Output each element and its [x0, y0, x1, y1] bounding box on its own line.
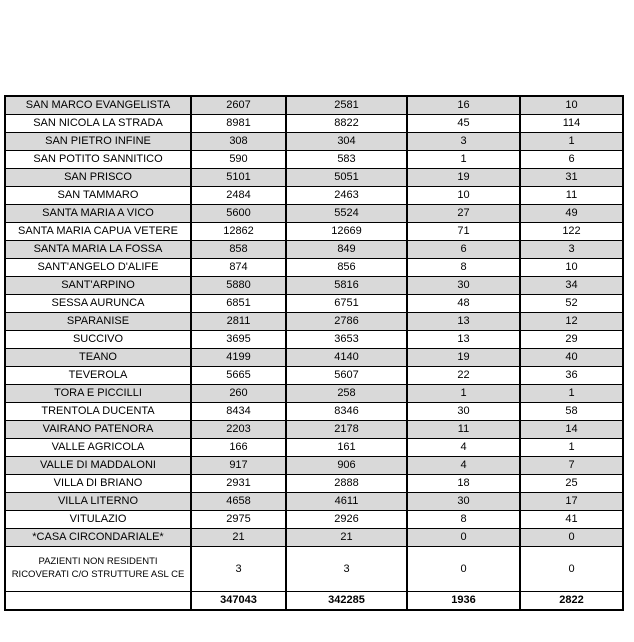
value-cell: 161: [286, 439, 407, 457]
value-cell: 18: [407, 475, 520, 493]
value-cell: 0: [407, 529, 520, 547]
value-cell: 10: [520, 96, 623, 115]
municipality-name-cell: SAN NICOLA LA STRADA: [5, 115, 191, 133]
value-cell: 3695: [191, 331, 286, 349]
value-cell: 16: [407, 96, 520, 115]
value-cell: 52: [520, 295, 623, 313]
municipality-name-cell: VAIRANO PATENORA: [5, 421, 191, 439]
value-cell: 1: [520, 133, 623, 151]
table-row: [5, 115, 623, 133]
value-cell: 6751: [286, 295, 407, 313]
value-cell: 3653: [286, 331, 407, 349]
value-cell: 30: [407, 403, 520, 421]
municipality-name-cell: SANTA MARIA CAPUA VETERE: [5, 223, 191, 241]
value-cell: 6851: [191, 295, 286, 313]
value-cell: 0: [520, 547, 623, 592]
value-cell: 4140: [286, 349, 407, 367]
value-cell: 6: [407, 241, 520, 259]
table-row: [5, 313, 623, 331]
table-row: [5, 457, 623, 475]
value-cell: 17: [520, 493, 623, 511]
value-cell: 27: [407, 205, 520, 223]
municipality-name-cell: VITULAZIO: [5, 511, 191, 529]
value-cell: 858: [191, 241, 286, 259]
value-cell: 40: [520, 349, 623, 367]
value-cell: 30: [407, 493, 520, 511]
municipality-name-cell: PAZIENTI NON RESIDENTI RICOVERATI C/O STRUTTURE ASL CE: [5, 547, 191, 592]
table-row: [5, 205, 623, 223]
value-cell: 5524: [286, 205, 407, 223]
value-cell: 8434: [191, 403, 286, 421]
value-cell: 8: [407, 259, 520, 277]
table-row: [5, 367, 623, 385]
value-cell: 0: [520, 529, 623, 547]
municipality-name-cell: SAN MARCO EVANGELISTA: [5, 96, 191, 115]
totals-row: [5, 592, 623, 611]
value-cell: 166: [191, 439, 286, 457]
value-cell: 114: [520, 115, 623, 133]
value-cell: 34: [520, 277, 623, 295]
municipality-name-cell: TORA E PICCILLI: [5, 385, 191, 403]
value-cell: 30: [407, 277, 520, 295]
value-cell: 590: [191, 151, 286, 169]
municipality-name-cell: SANT'ARPINO: [5, 277, 191, 295]
value-cell: 19: [407, 169, 520, 187]
value-cell: 2581: [286, 96, 407, 115]
value-cell: 48: [407, 295, 520, 313]
municipality-name-cell: TEVEROLA: [5, 367, 191, 385]
totals-value-cell: 342285: [286, 592, 407, 611]
value-cell: 58: [520, 403, 623, 421]
value-cell: 5607: [286, 367, 407, 385]
value-cell: 122: [520, 223, 623, 241]
table-row: [5, 277, 623, 295]
value-cell: 3: [407, 133, 520, 151]
value-cell: 4658: [191, 493, 286, 511]
municipality-name-cell: VALLE AGRICOLA: [5, 439, 191, 457]
value-cell: 2975: [191, 511, 286, 529]
municipality-name-cell: SUCCIVO: [5, 331, 191, 349]
municipality-name-cell: TEANO: [5, 349, 191, 367]
value-cell: 10: [520, 259, 623, 277]
value-cell: 12862: [191, 223, 286, 241]
value-cell: 21: [286, 529, 407, 547]
value-cell: 4: [407, 439, 520, 457]
value-cell: 2607: [191, 96, 286, 115]
value-cell: 1: [407, 151, 520, 169]
totals-value-cell: 1936: [407, 592, 520, 611]
value-cell: 3: [520, 241, 623, 259]
value-cell: 2931: [191, 475, 286, 493]
value-cell: 4: [407, 457, 520, 475]
table-row: [5, 385, 623, 403]
table-row: [5, 133, 623, 151]
value-cell: 1: [520, 439, 623, 457]
value-cell: 8: [407, 511, 520, 529]
value-cell: 3: [191, 547, 286, 592]
value-cell: 5665: [191, 367, 286, 385]
value-cell: 36: [520, 367, 623, 385]
value-cell: 29: [520, 331, 623, 349]
value-cell: 4611: [286, 493, 407, 511]
value-cell: 2926: [286, 511, 407, 529]
table-row: [5, 475, 623, 493]
value-cell: 19: [407, 349, 520, 367]
table-row: [5, 511, 623, 529]
municipality-name-cell: VILLA LITERNO: [5, 493, 191, 511]
table-row: [5, 403, 623, 421]
municipality-name-cell: VILLA DI BRIANO: [5, 475, 191, 493]
value-cell: 49: [520, 205, 623, 223]
value-cell: 21: [191, 529, 286, 547]
table-row: [5, 169, 623, 187]
municipality-name-cell: SANTA MARIA LA FOSSA: [5, 241, 191, 259]
value-cell: 0: [407, 547, 520, 592]
table-row: [5, 259, 623, 277]
value-cell: 1: [407, 385, 520, 403]
table-row: [5, 187, 623, 205]
table-row: [5, 529, 623, 547]
totals-value-cell: 2822: [520, 592, 623, 611]
value-cell: 5880: [191, 277, 286, 295]
table-row: [5, 295, 623, 313]
municipality-name-cell: TRENTOLA DUCENTA: [5, 403, 191, 421]
municipality-name-cell: SAN TAMMARO: [5, 187, 191, 205]
table-row: [5, 223, 623, 241]
value-cell: 12: [520, 313, 623, 331]
value-cell: 7: [520, 457, 623, 475]
value-cell: 583: [286, 151, 407, 169]
value-cell: 45: [407, 115, 520, 133]
value-cell: 5051: [286, 169, 407, 187]
municipality-name-cell: SANT'ANGELO D'ALIFE: [5, 259, 191, 277]
value-cell: 2463: [286, 187, 407, 205]
municipality-name-cell: SESSA AURUNCA: [5, 295, 191, 313]
value-cell: 2786: [286, 313, 407, 331]
value-cell: 13: [407, 313, 520, 331]
table-row: [5, 241, 623, 259]
value-cell: 8981: [191, 115, 286, 133]
value-cell: 6: [520, 151, 623, 169]
value-cell: 1: [520, 385, 623, 403]
table-row: [5, 547, 623, 592]
value-cell: 11: [407, 421, 520, 439]
value-cell: 849: [286, 241, 407, 259]
table-row: [5, 96, 623, 115]
table-row: [5, 421, 623, 439]
value-cell: 4199: [191, 349, 286, 367]
value-cell: 856: [286, 259, 407, 277]
table-row: [5, 439, 623, 457]
value-cell: 13: [407, 331, 520, 349]
value-cell: 2484: [191, 187, 286, 205]
value-cell: 41: [520, 511, 623, 529]
value-cell: 5600: [191, 205, 286, 223]
value-cell: 2203: [191, 421, 286, 439]
value-cell: 5816: [286, 277, 407, 295]
value-cell: 308: [191, 133, 286, 151]
table-row: [5, 349, 623, 367]
municipality-name-cell: SAN PIETRO INFINE: [5, 133, 191, 151]
table-row: [5, 493, 623, 511]
value-cell: 917: [191, 457, 286, 475]
municipality-name-cell: SAN POTITO SANNITICO: [5, 151, 191, 169]
value-cell: 874: [191, 259, 286, 277]
value-cell: 3: [286, 547, 407, 592]
value-cell: 2178: [286, 421, 407, 439]
value-cell: 906: [286, 457, 407, 475]
value-cell: 8822: [286, 115, 407, 133]
value-cell: 25: [520, 475, 623, 493]
value-cell: 12669: [286, 223, 407, 241]
totals-empty-cell: [5, 592, 191, 611]
municipality-name-cell: SAN PRISCO: [5, 169, 191, 187]
value-cell: 11: [520, 187, 623, 205]
table-row: [5, 331, 623, 349]
value-cell: 31: [520, 169, 623, 187]
value-cell: 304: [286, 133, 407, 151]
table-row: [5, 151, 623, 169]
municipality-name-cell: *CASA CIRCONDARIALE*: [5, 529, 191, 547]
value-cell: 71: [407, 223, 520, 241]
totals-value-cell: 347043: [191, 592, 286, 611]
value-cell: 22: [407, 367, 520, 385]
value-cell: 258: [286, 385, 407, 403]
municipality-name-cell: SPARANISE: [5, 313, 191, 331]
municipality-name-cell: VALLE DI MADDALONI: [5, 457, 191, 475]
municipalities-table: [4, 95, 624, 611]
value-cell: 2811: [191, 313, 286, 331]
value-cell: 260: [191, 385, 286, 403]
value-cell: 5101: [191, 169, 286, 187]
value-cell: 2888: [286, 475, 407, 493]
value-cell: 8346: [286, 403, 407, 421]
value-cell: 10: [407, 187, 520, 205]
municipality-name-cell: SANTA MARIA A VICO: [5, 205, 191, 223]
table-body: [5, 96, 623, 592]
value-cell: 14: [520, 421, 623, 439]
